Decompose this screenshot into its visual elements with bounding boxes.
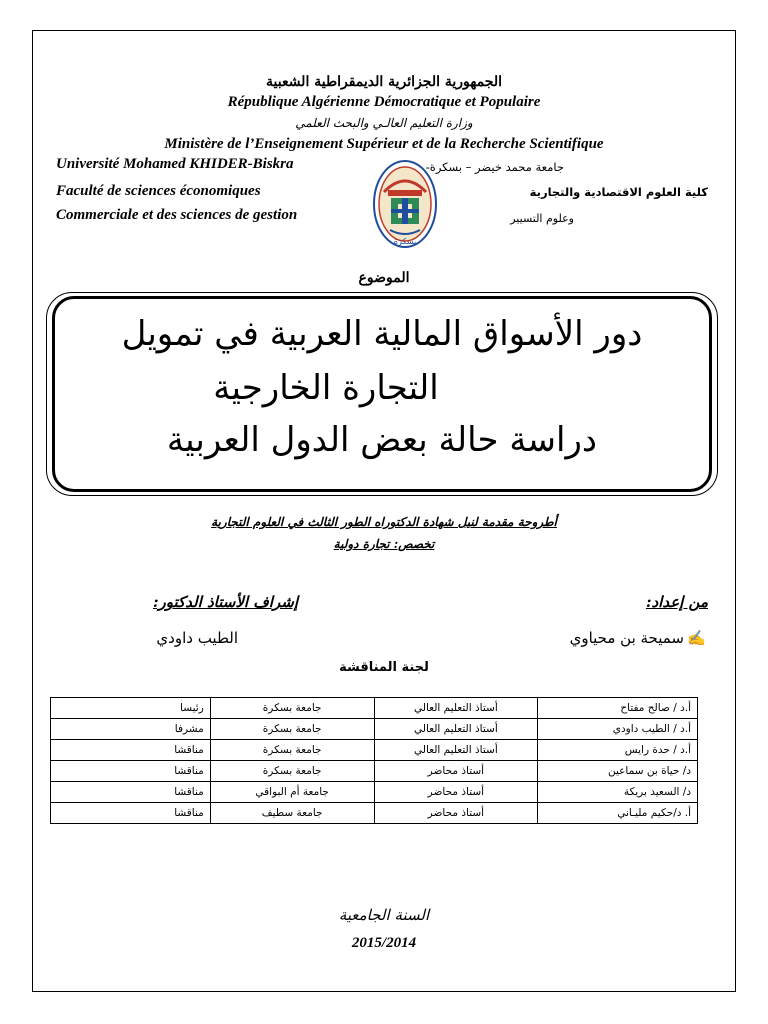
supervisor-name: الطيب داودي [156,629,238,647]
table-row [51,740,698,761]
jury-member-name: أ.د / حدة رايس [538,740,698,761]
jury-member-rank: أستاذ محاضر [374,782,538,803]
jury-member-university: جامعة أم البواقي [210,782,374,803]
jury-title: لجنة المناقشة [339,660,429,675]
table-row [51,782,698,803]
supervisor-label: إشراف الأستاذ الدكتور: [152,593,298,611]
academic-year: 2015/2014 [351,935,417,951]
jury-member-role: مشرفا [51,719,211,740]
jury-member-role: مناقشا [51,803,211,824]
republic-french: République Algérienne Démocratique et Populaire [227,94,541,110]
table-row [51,719,698,740]
prepared-by-name: سميحة بن محياوي [569,629,684,647]
jury-member-university: جامعة بسكرة [210,761,374,782]
subject-label: الموضوع [358,270,410,286]
thesis-description: أطروحة مقدمة لنيل شهادة الدكتوراه الطور الثالث في العلوم التجارية [211,515,557,529]
faculty-french-line2: Commerciale et des sciences de gestion [56,207,298,223]
jury-member-university: جامعة سطيف [210,803,374,824]
jury-member-name: أ.د / الطيب داودي [538,719,698,740]
prepared-by-label: من إعداد: [645,593,708,611]
jury-member-role: مناقشا [51,740,211,761]
jury-member-rank: أستاذ محاضر [374,761,538,782]
jury-member-university: جامعة بسكرة [210,698,374,719]
jury-member-university: جامعة بسكرة [210,719,374,740]
university-arabic: جامعة محمد خيضر – بسكرة- [425,160,564,174]
jury-member-role: مناقشا [51,782,211,803]
jury-member-rank: أستاذ التعليم العالي [374,698,538,719]
title-line-1: دور الأسواق المالية العربية في تمويل [121,314,643,354]
university-french: Université Mohamed KHIDER-Biskra [56,156,294,172]
jury-member-name: د/ السعيد بريكة [538,782,698,803]
jury-member-name: د/ حياة بن سماعين [538,761,698,782]
republic-arabic: الجمهورية الجزائرية الديمقراطية الشعبية [265,74,502,90]
table-row [51,698,698,719]
faculty-arabic-line1: كلية العلوم الاقتصادية والتجارية [529,185,708,199]
university-emblem-icon [370,158,440,253]
jury-member-rank: أستاذ التعليم العالي [374,740,538,761]
ministry-french: Ministère de l’Enseignement Supérieur et de la Recherche Scientifique [164,136,604,152]
jury-member-rank: أستاذ التعليم العالي [374,719,538,740]
jury-member-role: مناقشا [51,761,211,782]
faculty-arabic-line2: وعلوم التسيير [510,212,574,225]
jury-member-name: أ.د / صالح مفتاح [538,698,698,719]
title-line-2: التجارة الخارجية [213,368,439,408]
thesis-specialty: تخصص: تجارة دولية [333,537,435,551]
jury-member-role: رئيسا [51,698,211,719]
logo-caption: بسكرة [393,237,417,246]
pen-icon: ✍ [687,629,706,647]
jury-member-name: أ. د/حكيم مليـاني [538,803,698,824]
faculty-french-line1: Faculté de sciences économiques [56,183,261,199]
jury-member-rank: أستاذ محاضر [374,803,538,824]
jury-member-university: جامعة بسكرة [210,740,374,761]
academic-year-label: السنة الجامعية [338,906,430,924]
ministry-arabic: وزارة التعليم العالـي والبحث العلمي [295,116,473,130]
jury-table [50,697,698,824]
table-row [51,803,698,824]
table-row [51,761,698,782]
title-line-3: دراسة حالة بعض الدول العربية [166,420,598,460]
